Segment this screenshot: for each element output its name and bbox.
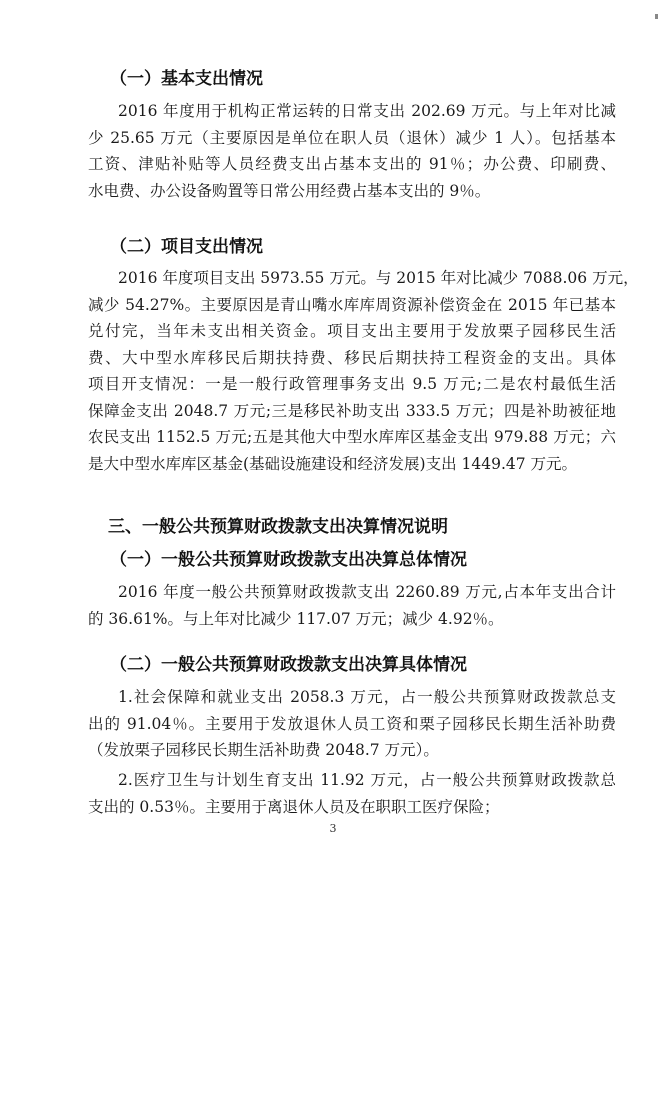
paragraph-line: 工资、津贴补贴等人员经费支出占基本支出的 91％；办公费、印刷费、: [88, 155, 616, 173]
paragraph-line: 1.社会保障和就业支出 2058.3 万元，占一般公共预算财政拨款总支: [118, 688, 616, 706]
paragraph-line: 农民支出 1152.5 万元;五是其他大中型水库库区基金支出 979.88 万元；六: [88, 428, 616, 446]
paragraph-line: 减少 54.27%。主要原因是青山嘴水库库周资源补偿资金在 2015 年已基本: [88, 295, 616, 314]
paragraph-line: 水电费、办公设备购置等日常公用经费占基本支出的 9％。: [88, 181, 491, 200]
paragraph-line: 2016 年度用于机构正常运转的日常支出 202.69 万元。与上年对比减: [118, 102, 616, 120]
paragraph-line: 2016 年度一般公共预算财政拨款支出 2260.89 万元,占本年支出合计: [118, 583, 616, 601]
paragraph-line: 兑付完，当年未支出相关资金。项目支出主要用于发放栗子园移民生活: [88, 322, 616, 340]
paragraph-line: 2.医疗卫生与计划生育支出 11.92 万元，占一般公共预算财政拨款总: [118, 771, 616, 789]
paragraph-line: （发放栗子园移民长期生活补助费 2048.7 万元）。: [88, 741, 439, 759]
paragraph-line: 出的 91.04％。主要用于发放退休人员工资和栗子园移民长期生活补助费: [88, 714, 616, 733]
section-basic-expenditure-paragraph: [88, 98, 616, 204]
medical-health-paragraph: [88, 767, 616, 820]
paragraph-line: 2016 年度项目支出 5973.55 万元。与 2015 年对比减少 7088.06 万元，: [118, 269, 639, 287]
general-budget-detail-heading: （二）一般公共预算财政拨款支出决算具体情况: [110, 655, 467, 675]
section-basic-expenditure-heading: （一）基本支出情况: [110, 69, 263, 89]
general-budget-overall-heading: （一）一般公共预算财政拨款支出决算总体情况: [110, 550, 467, 570]
paragraph-line: 支出的 0.53％。主要用于离退休人员及在职职工医疗保险；: [88, 797, 500, 816]
scan-mark: [655, 14, 658, 19]
paragraph-line: 是大中型水库库区基金(基础设施建设和经济发展)支出 1449.47 万元。: [88, 454, 578, 473]
section-project-expenditure-paragraph: [88, 265, 639, 477]
paragraph-line: 费、大中型水库移民后期扶持费、移民后期扶持工程资金的支出。具体: [88, 348, 616, 367]
general-budget-overall-paragraph: [88, 579, 616, 632]
paragraph-line: 保障金支出 2048.7 万元;三是移民补助支出 333.5 万元；四是补助被征地: [88, 401, 616, 420]
page-number: 3: [329, 822, 337, 835]
paragraph-line: 项目开支情况：一是一般行政管理事务支出 9.5 万元;二是农村最低生活: [88, 375, 616, 393]
paragraph-line: 少 25.65 万元（主要原因是单位在职人员（退休）减少 1 人）。包括基本: [88, 128, 616, 147]
section-project-expenditure-heading: （二）项目支出情况: [110, 237, 263, 257]
social-security-paragraph: [88, 684, 616, 764]
paragraph-line: 的 36.61%。与上年对比减少 117.07 万元；减少 4.92％。: [88, 609, 504, 628]
general-budget-section-heading: 三、一般公共预算财政拨款支出决算情况说明: [108, 517, 448, 537]
